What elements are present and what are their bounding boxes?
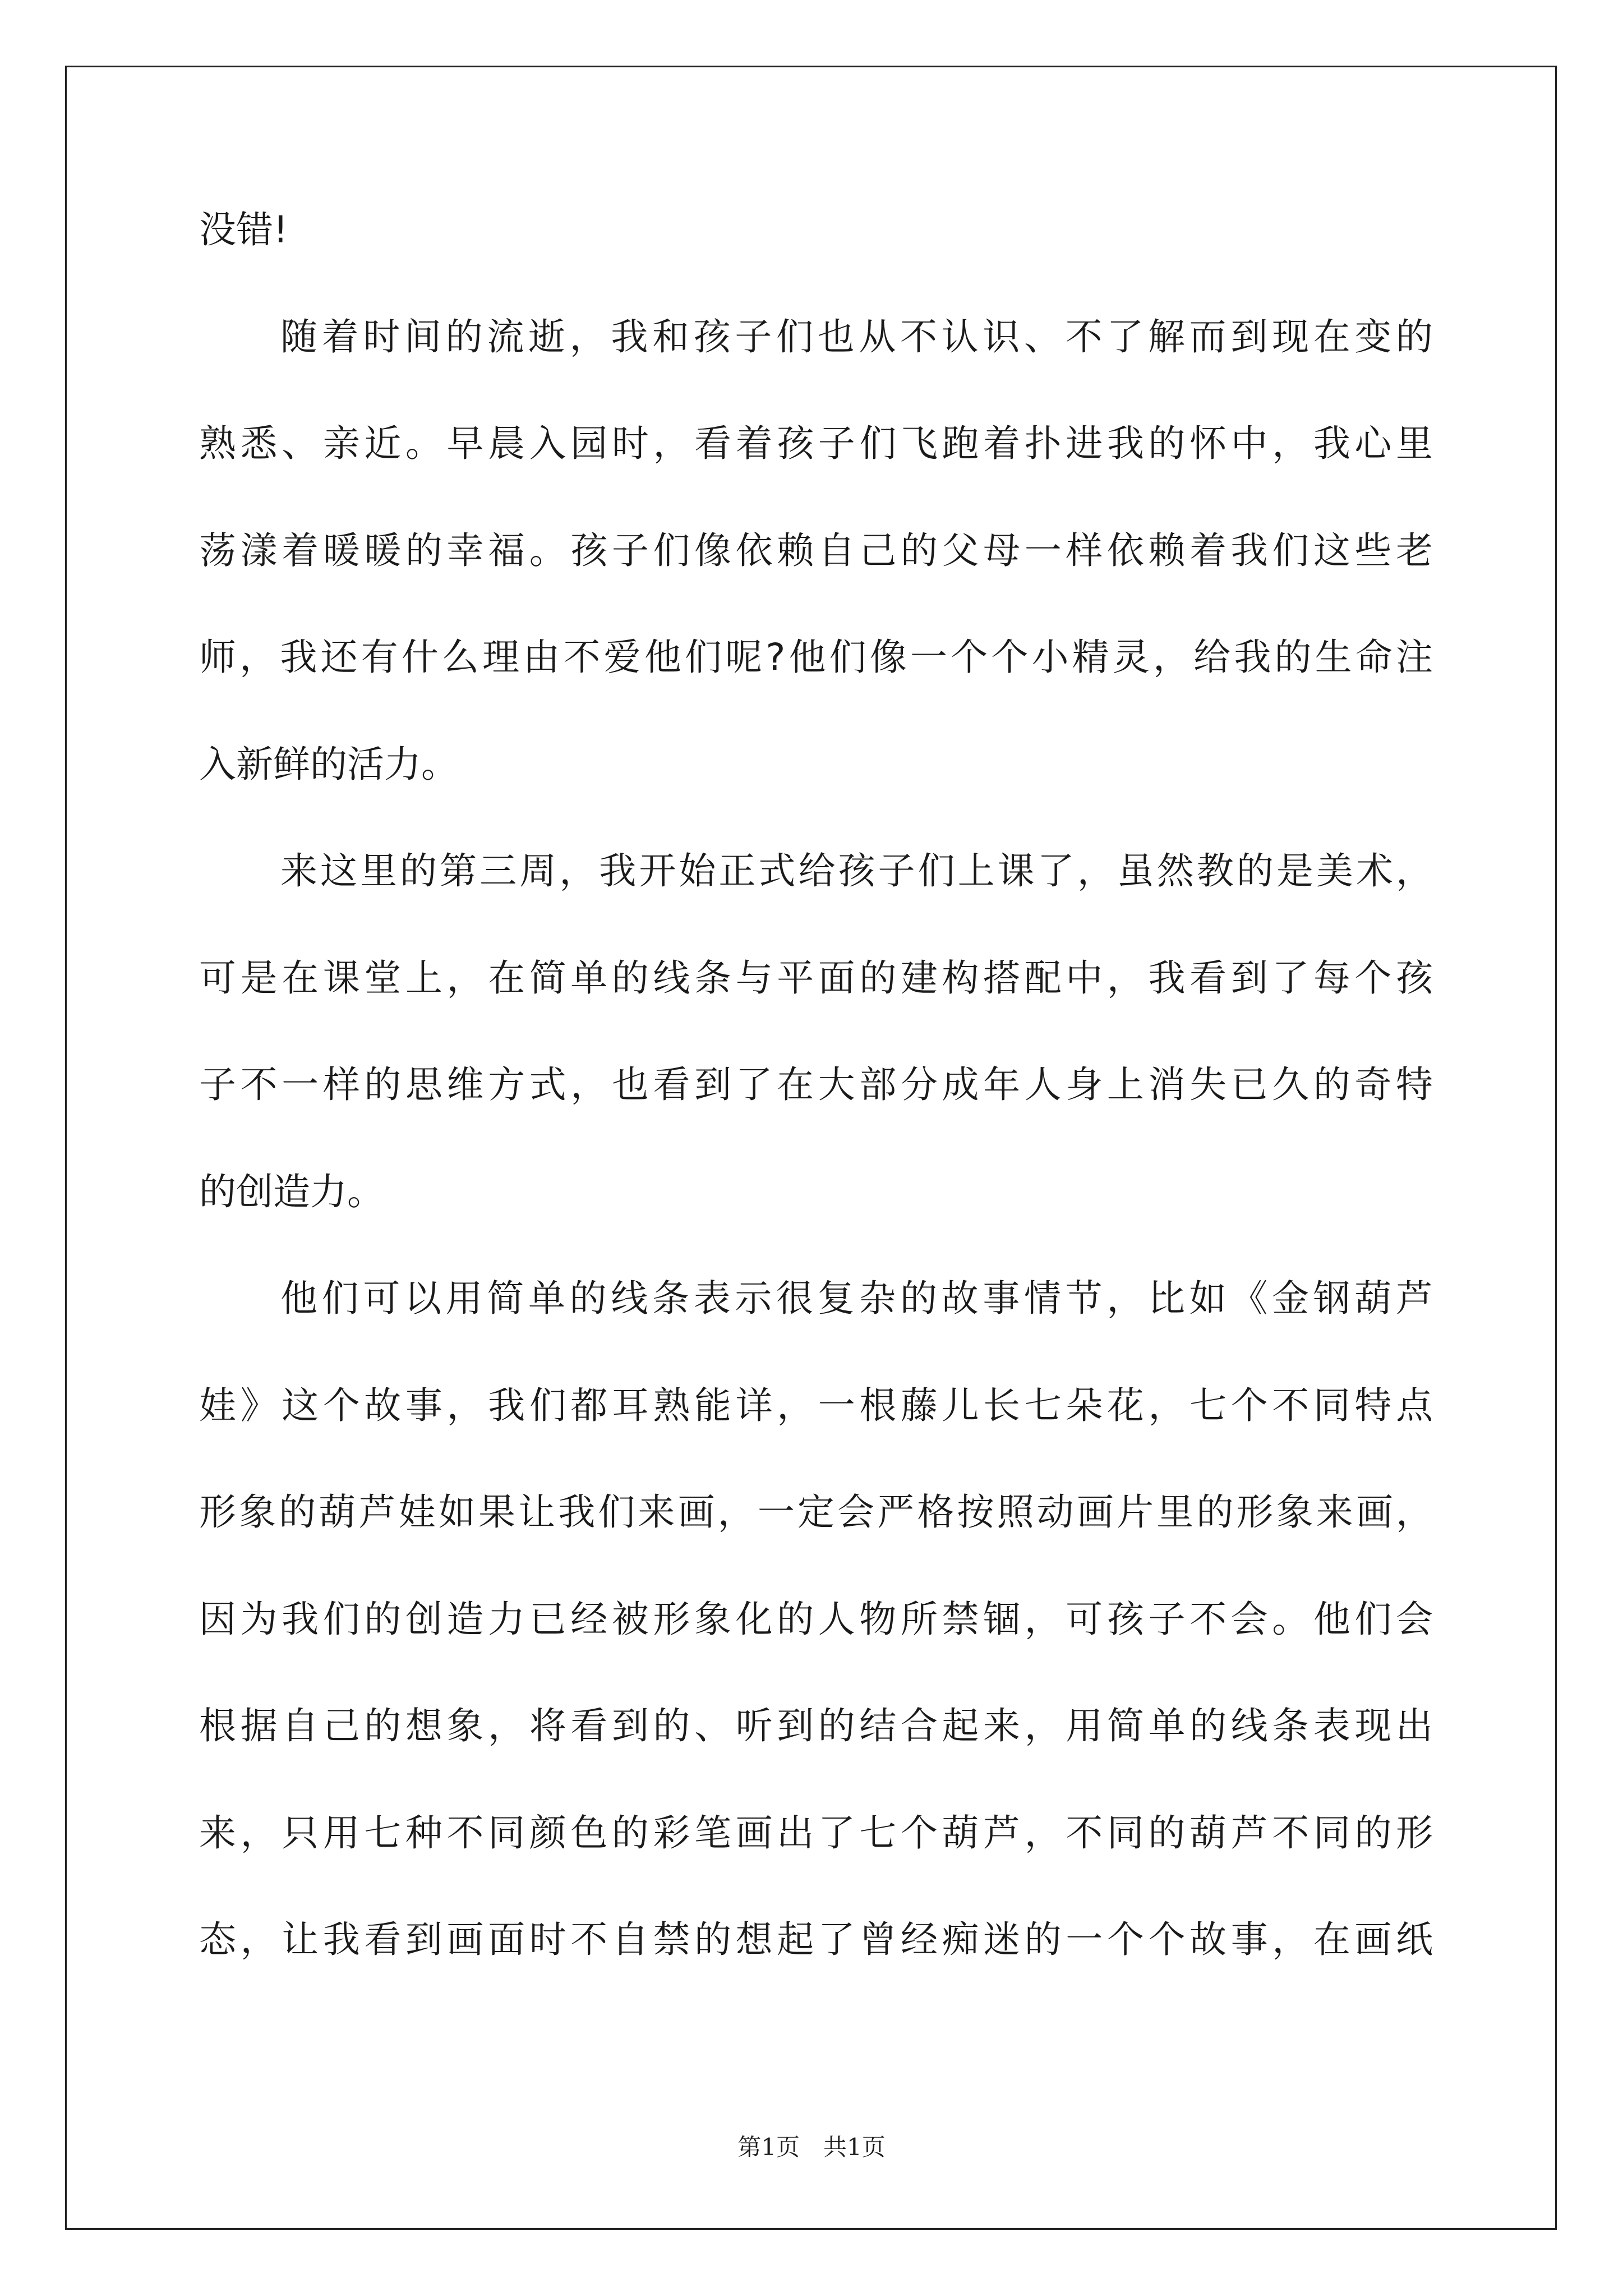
text-line: 形象的葫芦娃如果让我们来画，一定会严格按照动画片里的形象来画， [199,1490,1433,1534]
text-line: 没错! [199,208,288,251]
text-line: 他们可以用简单的线条表示很复杂的故事情节，比如《金钢葫芦 [280,1277,1433,1320]
text-line: 入新鲜的活力。 [199,742,458,786]
document-body [199,208,1433,2024]
text-line: 随着时间的流逝，我和孩子们也从不认识、不了解而到现在变的 [280,315,1433,358]
text-line: 荡漾着暖暖的幸福。孩子们像依赖自己的父母一样依赖着我们这些老 [199,528,1433,572]
text-line: 的创造力。 [199,1170,384,1213]
text-line: 熟悉、亲近。早晨入园时，看着孩子们飞跑着扑进我的怀中，我心里 [199,422,1433,465]
text-line: 态，让我看到画面时不自禁的想起了曾经痴迷的一个个故事，在画纸 [199,1918,1433,1961]
text-line: 子不一样的思维方式，也看到了在大部分成年人身上消失已久的奇特 [199,1063,1433,1106]
text-line: 来这里的第三周，我开始正式给孩子们上课了，虽然教的是美术， [280,849,1433,892]
text-line: 师，我还有什么理由不爱他们呢?他们像一个个小精灵，给我的生命注 [199,636,1433,679]
text-line: 来，只用七种不同颜色的彩笔画出了七个葫芦，不同的葫芦不同的形 [199,1811,1433,1855]
page-footer: 第1页 共1页 [737,2133,886,2161]
text-line: 可是在课堂上，在简单的线条与平面的建构搭配中，我看到了每个孩 [199,956,1433,1000]
text-line: 娃》这个故事，我们都耳熟能详，一根藤儿长七朵花，七个不同特点 [199,1383,1433,1427]
text-line: 因为我们的创造力已经被形象化的人物所禁锢，可孩子不会。他们会 [199,1597,1433,1641]
text-line: 根据自己的想象，将看到的、听到的结合起来，用简单的线条表现出 [199,1704,1433,1747]
